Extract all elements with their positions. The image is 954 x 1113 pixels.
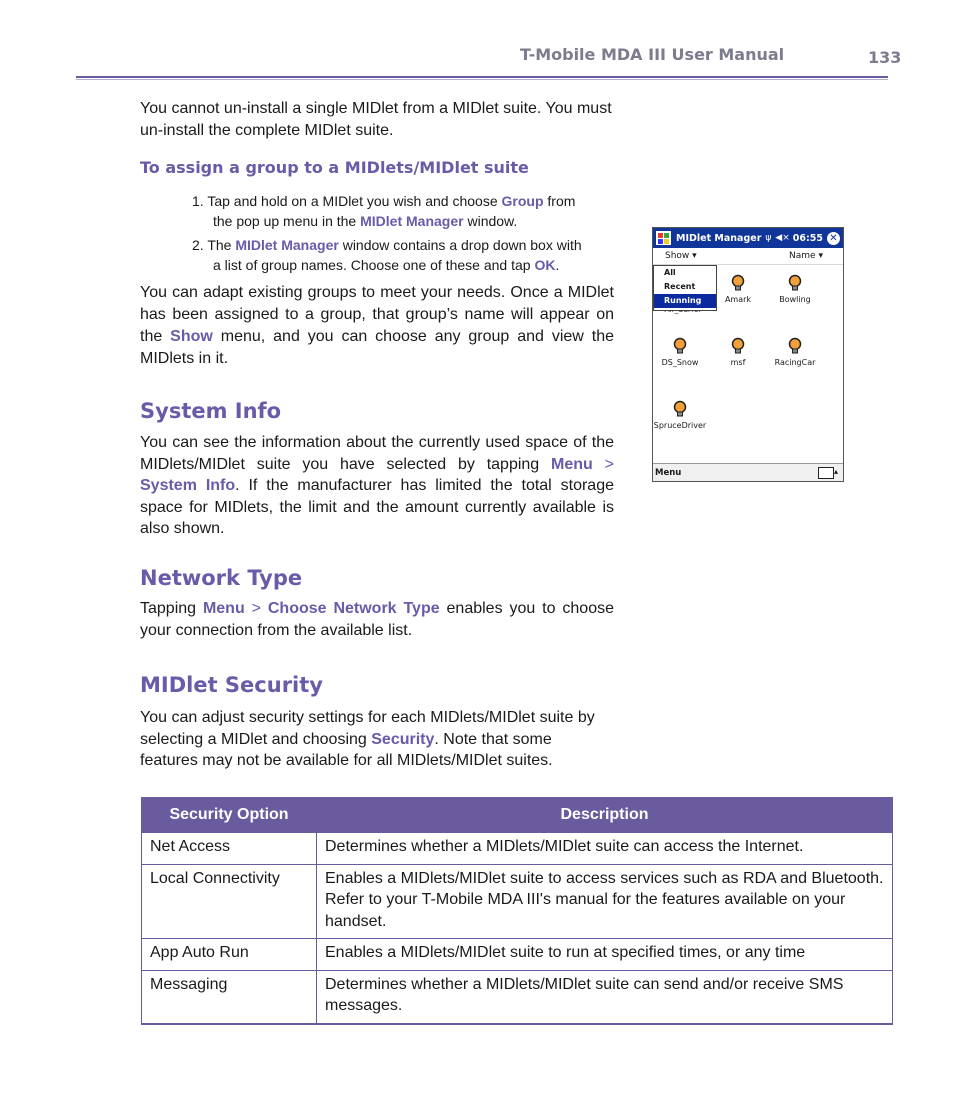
windows-flag-icon bbox=[656, 231, 671, 245]
step-1-keyword-group: Group bbox=[501, 193, 544, 209]
step-1-text-b: from bbox=[543, 193, 576, 209]
step-2 bbox=[192, 236, 616, 275]
app-label: SpruceDriver bbox=[653, 421, 707, 430]
network-type-text-a: Tapping bbox=[140, 600, 203, 617]
chevron-down-icon: ▾ bbox=[818, 251, 823, 261]
app-msf[interactable] bbox=[708, 337, 768, 367]
app-label: Bowling bbox=[779, 295, 811, 304]
signal-icon: ψ bbox=[765, 233, 772, 243]
step-2-keyword-ok: OK bbox=[534, 256, 556, 273]
option-cell: App Auto Run bbox=[142, 939, 317, 971]
sort-label: Name bbox=[789, 251, 816, 261]
column-header-description: Description bbox=[317, 798, 893, 833]
groups-text-b: menu, and you can choose any group and view the MIDlets in it. bbox=[140, 328, 615, 367]
header-rule bbox=[76, 76, 888, 78]
step-2-number: 2. bbox=[192, 237, 204, 253]
dropdown-item-running[interactable]: Running bbox=[654, 294, 716, 308]
table-row bbox=[142, 970, 893, 1024]
close-icon[interactable]: ✕ bbox=[827, 232, 840, 245]
app-label: msf bbox=[730, 358, 746, 367]
midlet-security-heading: MIDlet Security bbox=[140, 673, 323, 697]
app-label: DS_Snow bbox=[661, 358, 699, 367]
midlet-security-text-a: You can adjust security settings for each MIDlets/MIDlet suite by selecting a MIDlet and choosing bbox=[140, 709, 595, 748]
step-2-keyword-manager: MIDlet Manager bbox=[235, 237, 339, 253]
show-dropdown[interactable] bbox=[665, 251, 697, 261]
step-2-text-d: . bbox=[555, 256, 560, 273]
step-1-number: 1. bbox=[192, 193, 204, 209]
step-1-keyword-manager: MIDlet Manager bbox=[360, 212, 464, 229]
system-info-text-a: You can see the information about the currently used space of the MIDlets/MIDlet suite you have selected by tapping bbox=[140, 434, 614, 473]
input-arrow-icon[interactable]: ▴ bbox=[834, 467, 839, 476]
intro-paragraph: You cannot un-install a single MIDlet from a MIDlet suite. You must un-install the complete MIDlet suite. bbox=[140, 100, 612, 139]
description-cell: Enables a MIDlets/MIDlet suite to run at specified times, or any time bbox=[317, 939, 893, 971]
table-row bbox=[142, 939, 893, 971]
step-1 bbox=[192, 192, 616, 231]
lightbulb-icon bbox=[786, 274, 804, 292]
app-racingcar[interactable] bbox=[765, 337, 825, 367]
app-ds-snow[interactable] bbox=[652, 337, 710, 367]
device-screenshot bbox=[652, 227, 844, 482]
sort-dropdown[interactable] bbox=[789, 251, 823, 261]
app-bowling[interactable] bbox=[765, 274, 825, 304]
app-label: Amark bbox=[724, 295, 752, 304]
security-options-table bbox=[141, 797, 893, 1025]
lightbulb-icon bbox=[786, 337, 804, 355]
table-row bbox=[142, 864, 893, 939]
page-number: 133 bbox=[868, 48, 902, 67]
option-cell: Local Connectivity bbox=[142, 864, 317, 939]
system-info-separator: > bbox=[592, 455, 614, 473]
system-info-heading: System Info bbox=[140, 399, 282, 423]
column-header-option: Security Option bbox=[142, 798, 317, 833]
device-menu-bar bbox=[653, 463, 843, 481]
step-2-text-b: window contains a drop down box with bbox=[338, 237, 582, 253]
lightbulb-icon bbox=[671, 337, 689, 355]
device-title: MIDlet Manager bbox=[676, 232, 762, 244]
lightbulb-icon bbox=[729, 337, 747, 355]
system-info-keyword-system-info: System Info bbox=[140, 477, 236, 494]
system-info-text-b: . If the manufacturer has limited the total storage space for MIDlets, the limit and the amount currently available is also shown. bbox=[140, 477, 614, 537]
table-row bbox=[142, 833, 893, 865]
network-type-keyword-menu: Menu bbox=[202, 600, 245, 617]
step-2-text-a: The bbox=[207, 237, 236, 253]
option-cell: Messaging bbox=[142, 970, 317, 1024]
description-cell: Enables a MIDlets/MIDlet suite to access services such as RDA and Bluetooth. Refer to your T-Mobile MDA III's manual for the features available on your handset. bbox=[317, 864, 893, 939]
dropdown-item-all[interactable]: All bbox=[664, 268, 676, 277]
app-sprucedriver[interactable] bbox=[652, 400, 710, 430]
description-cell: Determines whether a MIDlets/MIDlet suite can access the Internet. bbox=[317, 833, 893, 865]
description-cell: Determines whether a MIDlets/MIDlet suite can send and/or receive SMS messages. bbox=[317, 970, 893, 1024]
step-1-text-d: window. bbox=[463, 212, 518, 229]
midlet-security-text-b: . Note that some features may not be available for all MIDlets/MIDlet suites. bbox=[140, 730, 553, 769]
network-type-separator: > bbox=[244, 600, 268, 617]
speaker-icon: ◀× bbox=[775, 233, 790, 243]
lightbulb-icon bbox=[671, 400, 689, 418]
midlet-security-keyword: Security bbox=[371, 730, 435, 748]
device-toolbar bbox=[653, 248, 843, 265]
dropdown-item-recent[interactable]: Recent bbox=[664, 282, 696, 291]
show-dropdown-list bbox=[653, 265, 717, 311]
network-type-paragraph bbox=[140, 598, 614, 641]
header-rule-light bbox=[76, 79, 888, 80]
app-amark[interactable] bbox=[708, 274, 768, 304]
step-1-text-c: the pop up menu in the bbox=[213, 212, 361, 229]
device-menu-button[interactable]: Menu bbox=[655, 468, 682, 478]
device-title-bar bbox=[653, 228, 843, 248]
step-2-text-c: a list of group names. Choose one of these and tap bbox=[213, 256, 535, 273]
groups-text-a: You can adapt existing groups to meet your needs. Once a MIDlet has been assigned to a group, that group’s name will appear on the bbox=[140, 284, 614, 345]
chevron-down-icon: ▾ bbox=[692, 251, 697, 261]
lightbulb-icon bbox=[729, 274, 747, 292]
network-type-heading: Network Type bbox=[140, 566, 303, 590]
network-type-keyword-choose: Choose Network Type bbox=[267, 600, 440, 617]
groups-paragraph bbox=[140, 282, 614, 370]
option-cell: Net Access bbox=[142, 833, 317, 865]
device-clock: 06:55 bbox=[792, 232, 823, 244]
system-info-paragraph bbox=[140, 432, 614, 540]
running-header-title: T-Mobile MDA III User Manual bbox=[520, 45, 785, 64]
app-label: RacingCar bbox=[774, 358, 816, 367]
show-label: Show bbox=[665, 251, 690, 261]
keyboard-icon[interactable] bbox=[818, 467, 834, 479]
step-1-text-a: Tap and hold on a MIDlet you wish and choose bbox=[207, 193, 502, 209]
assign-group-heading: To assign a group to a MIDlets/MIDlet suite bbox=[140, 158, 529, 177]
groups-keyword-show: Show bbox=[170, 328, 213, 345]
system-info-keyword-menu: Menu bbox=[551, 455, 593, 473]
network-type-text-b: enables you to choose your connection from the available list. bbox=[140, 600, 614, 639]
table-header-row bbox=[142, 798, 893, 833]
midlet-security-paragraph bbox=[140, 707, 614, 772]
